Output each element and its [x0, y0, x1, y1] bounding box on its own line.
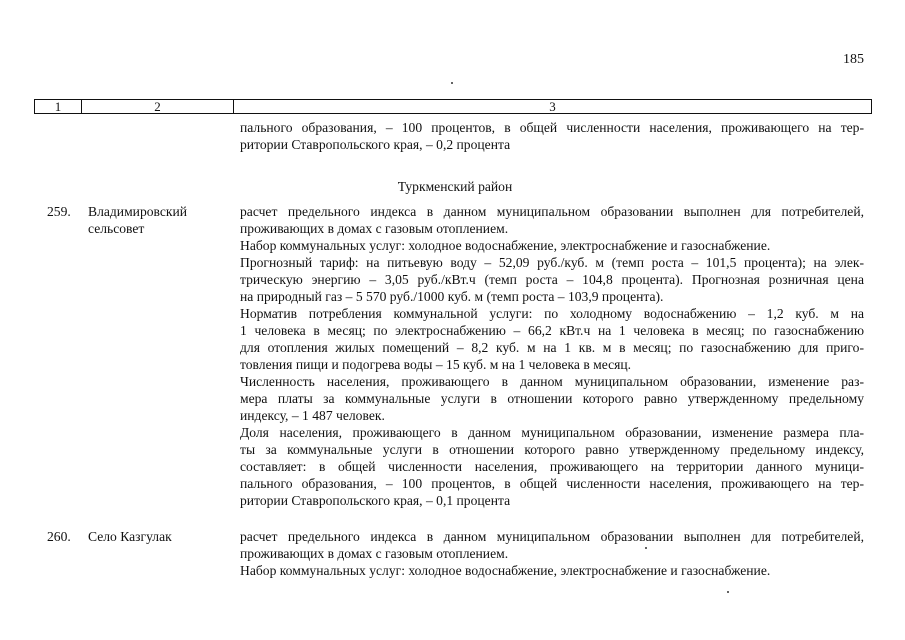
body-line: Численность населения, проживающего в данном муниципальном образовании, изменение раз- [240, 374, 864, 389]
body-line: 1 человека в месяц; по электроснабжению – 66,2 кВт.ч на 1 человека в месяц; по газоснабжению [240, 323, 864, 338]
body-line: Норматив потребления коммунальной услуги: по холодному водоснабжению – 1,2 куб. м на [240, 306, 864, 321]
entry-number: 260. [47, 529, 71, 544]
body-line: товления пищи и подогрева воды – 15 куб. м на 1 человека в месяц. [240, 357, 632, 372]
body-line: расчет предельного индекса в данном муниципальном образовании выполнен для потребителей, [240, 204, 864, 219]
scan-speck [645, 547, 647, 549]
body-line: индексу, – 1 487 человек. [240, 408, 385, 423]
entry-name-line: Село Казгулак [88, 529, 172, 544]
column-name-header: 2 [82, 100, 234, 113]
body-line: проживающих в домах с газовым отоплением. [240, 546, 509, 561]
section-title: Туркменский район [397, 179, 513, 194]
body-line: пального образования, – 100 процентов, в общей численности населения, проживающего на тер- [240, 476, 864, 491]
body-line: мера платы за коммунальные услуги в отношении которого равно утвержденному предельному [240, 391, 864, 406]
body-line: ритории Ставропольского края, – 0,2 процента [240, 137, 511, 152]
body-line: на природный газ – 5 570 руб./1000 куб. м (темп роста – 103,9 процента). [240, 289, 664, 304]
page-number: 185 [843, 52, 864, 67]
body-line: Доля населения, проживающего в данном муниципальном образовании, изменение размера пла- [240, 425, 864, 440]
entry-name-line: сельсовет [88, 221, 145, 236]
body-line: Набор коммунальных услуг: холодное водоснабжение, электроснабжение и газоснабжение. [240, 563, 771, 578]
body-line: Набор коммунальных услуг: холодное водоснабжение, электроснабжение и газоснабжение. [240, 238, 771, 253]
body-line: ритории Ставропольского края, – 0,1 процента [240, 493, 511, 508]
scan-speck [451, 82, 453, 84]
column-number-header: 1 [35, 100, 82, 113]
body-line: трическую энергию – 3,05 руб./кВт.ч (темп роста – 104,8 процента). Прогнозная розничная цена [240, 272, 864, 287]
body-line: Прогнозный тариф: на питьевую воду – 52,09 руб./куб. м (темп роста – 101,5 процента); на элек- [240, 255, 864, 270]
body-line: пального образования, – 100 процентов, в общей численности населения, проживающего на тер- [240, 120, 864, 135]
table-header [34, 99, 872, 114]
body-line: ты за коммунальные услуги в отношении которого равно утвержденному предельному индексу, [240, 442, 864, 457]
entry-name-line: Владимировский [88, 204, 188, 219]
body-line: для отопления жилых помещений – 8,2 куб. м на 1 кв. м в месяц; по газоснабжению для приго- [240, 340, 864, 355]
body-line: составляет: в общей численности населения, проживающего на территории данного муници- [240, 459, 864, 474]
entry-number: 259. [47, 204, 71, 219]
body-line: расчет предельного индекса в данном муниципальном образовании выполнен для потребителей, [240, 529, 864, 544]
column-description-header: 3 [549, 99, 556, 114]
body-line: проживающих в домах с газовым отоплением. [240, 221, 509, 236]
scan-speck [727, 591, 729, 593]
